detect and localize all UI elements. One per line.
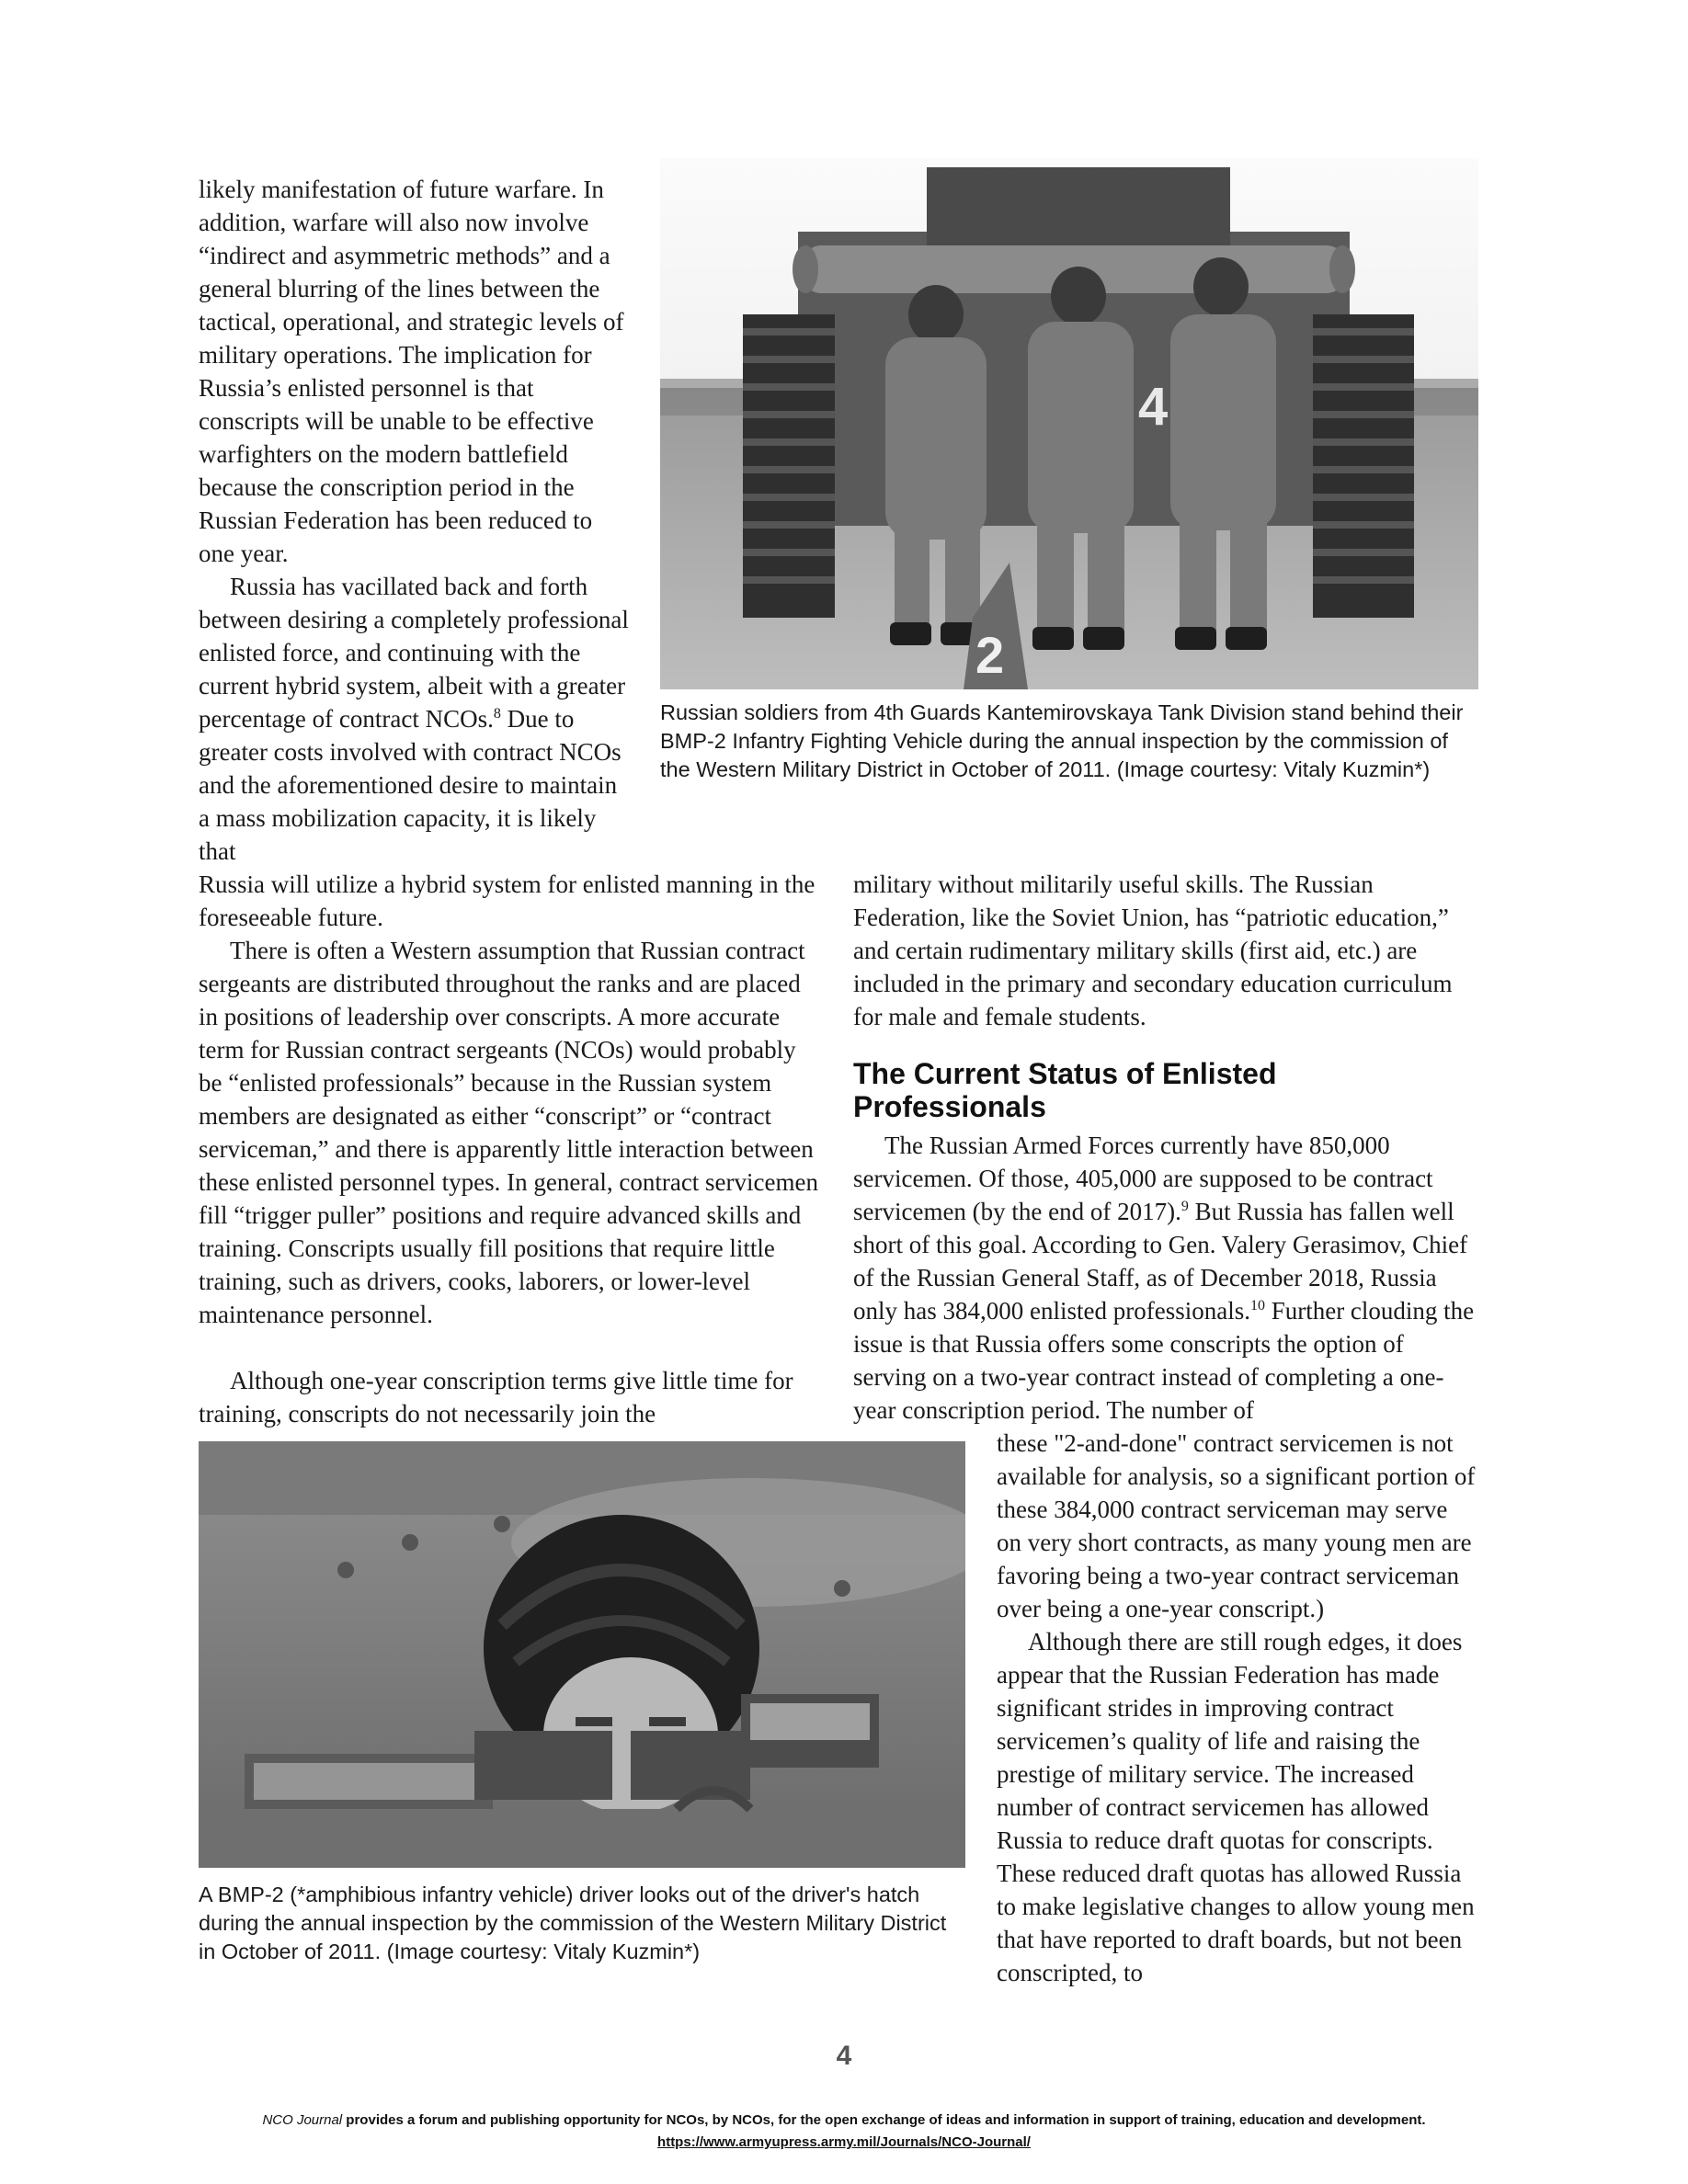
- footer-text: provides a forum and publishing opportunity for NCOs, by NCOs, for the open exchange of ideas and information in support of training, education and development.: [342, 2112, 1426, 2128]
- footnote-ref-9[interactable]: 9: [1180, 1199, 1189, 1214]
- photo-soldiers-behind-bmp2: [660, 158, 1478, 689]
- body-paragraph-right-3: Although there are still rough edges, it does appear that the Russian Federation has made significant strides in improving contract servicemen’s quality of life and raising the prestige of military service. The increased number of contract servicemen has allowed Russia to reduce draft quotas for conscripts. These reduced draft quotas has allowed Russia to make legislative changes to allow young men that have reported to draft boards, but not been conscripted, to: [997, 1628, 1475, 1986]
- section-heading: The Current Status of Enlisted Professionals: [853, 1057, 1277, 1123]
- caption-top-photo: Russian soldiers from 4th Guards Kantemirovskaya Tank Division stand behind their BMP-2 Infantry Fighting Vehicle during the annual inspection by the commission of the Western Military District in October of 2011. (Image courtesy: Vitaly Kuzmin*): [660, 700, 1464, 781]
- svg-text:4: 4: [1138, 377, 1169, 437]
- caption-bottom-photo: A BMP-2 (*amphibious infantry vehicle) driver looks out of the driver's hatch during the annual inspection by the commission of the Western Military District in October of 2011. (Image courtesy: Vitaly Kuzmin*): [199, 1883, 947, 1963]
- body-paragraph-right-2-continued: these "2-and-done" contract servicemen is not available for analysis, so a significant portion of these 384,000 contract serviceman may serve on very short contracts, as many young men are favoring being a two-year contract serviceman over being a one-year conscript.): [997, 1429, 1476, 1622]
- body-paragraph-right-2: The Russian Armed Forces currently have 850,000 servicemen. Of those, 405,000 are supposed to be contract servicemen (by the end of 2017).$^9$ But Russia has fallen well short of this goal. According to Gen. Valery Gerasimov, Chief of the Russian General Staff, as of December 2018, Russia only has 384,000 enlisted professionals.$^{10}$ Further clouding the issue is that Russia offers some conscripts the option of serving on a two-year contract instead of completing a one-year conscription period. The number of: [853, 1132, 1475, 1424]
- body-paragraph-left-1: likely manifestation of future warfare. In addition, warfare will also now involve “indirect and asymmetric methods” and a general blurring of the lines between the tactical, operational, and strategic levels of military operations. The implication for Russia’s enlisted personnel is that conscripts will be unable to be effective warfighters on the modern battlefield because the conscription period in the Russian Federation has been reduced to one year.: [199, 176, 624, 567]
- svg-text:2: 2: [975, 626, 1005, 684]
- body-paragraph-left-3: There is often a Western assumption that Russian contract sergeants are distributed throughout the ranks and are placed in positions of leadership over conscripts. A more accurate term for Russian contract sergeants (NCOs) would probably be “enlisted professionals” because in the Russian system members are designated as either “conscript” or “contract serviceman,” and there is apparently little interaction between these enlisted personnel types. In general, contract servicemen fill “trigger puller” positions and require advanced skills and training. Conscripts usually fill positions that require little training, such as drivers, cooks, laborers, or lower-level maintenance personnel.: [199, 937, 818, 1328]
- footer-statement: [0, 2112, 1688, 2128]
- footnote-ref-8[interactable]: 8: [493, 706, 501, 722]
- footnote-ref-10[interactable]: 10: [1249, 1298, 1265, 1314]
- photo-bmp2-driver: [199, 1441, 965, 1868]
- body-paragraph-left-2-continued: Russia will utilize a hybrid system for enlisted manning in the foreseeable future.: [199, 870, 815, 931]
- footer-journal-name: NCO Journal: [262, 2112, 343, 2128]
- body-paragraph-left-4: Although one-year conscription terms give little time for training, conscripts do not necessarily join the: [199, 1367, 793, 1428]
- soldiers-illustration: [660, 158, 1478, 689]
- footer-url-link[interactable]: https://www.armyupress.army.mil/Journals/NCO-Journal/: [657, 2134, 1031, 2150]
- body-paragraph-left-2: Russia has vacillated back and forth between desiring a completely professional enlisted force, and continuing with the current hybrid system, albeit with a greater percentage of contract NCOs.$^8$ Due to greater costs involved with contract NCOs and the aforementioned desire to maintain a mass mobilization capacity, it is likely that: [199, 573, 629, 865]
- body-paragraph-right-1: military without militarily useful skills. The Russian Federation, like the Soviet Union, has “patriotic education,” and certain rudimentary military skills (first aid, etc.) are included in the primary and secondary education curriculum for male and female students.: [853, 870, 1453, 1030]
- page-number: 4: [836, 2041, 852, 2071]
- driver-illustration: [199, 1441, 965, 1868]
